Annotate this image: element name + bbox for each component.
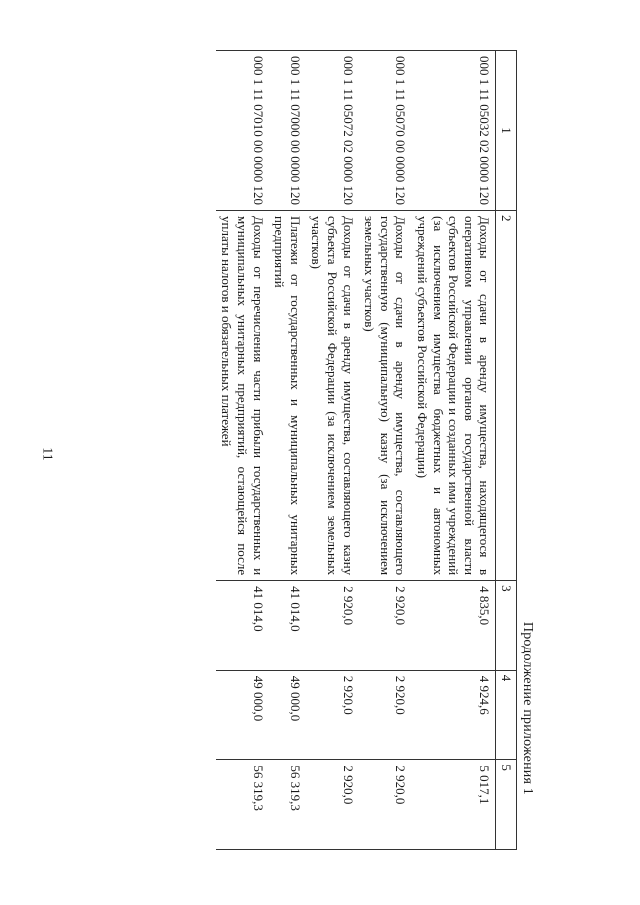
column-header-4: 4 xyxy=(496,670,517,760)
row-code: 000 1 11 05032 02 0000 120 xyxy=(411,51,495,211)
row-value-col4: 2 920,0 xyxy=(306,670,359,760)
row-value-col3: 2 920,0 xyxy=(359,581,412,671)
table-row xyxy=(306,51,359,850)
row-value-col5: 5 017,1 xyxy=(411,760,495,850)
row-value-col4: 49 000,0 xyxy=(269,670,306,760)
column-header-2: 2 xyxy=(496,211,517,581)
table-row xyxy=(269,51,306,850)
rotated-sheet xyxy=(95,50,535,850)
row-value-col4: 4 924,6 xyxy=(411,670,495,760)
row-value-col3: 2 920,0 xyxy=(306,581,359,671)
column-header-3: 3 xyxy=(496,581,517,671)
revenue-table xyxy=(216,50,517,850)
column-header-1: 1 xyxy=(496,51,517,211)
row-value-col4: 49 000,0 xyxy=(216,670,269,760)
column-header-5: 5 xyxy=(496,760,517,850)
table-row xyxy=(359,51,412,850)
row-value-col5: 56 319,3 xyxy=(216,760,269,850)
row-name: Платежи от государственных и муниципальных унитарных предприятий xyxy=(269,211,306,581)
row-code: 000 1 11 05072 02 0000 120 xyxy=(306,51,359,211)
row-value-col5: 2 920,0 xyxy=(359,760,412,850)
continuation-label: Продолжение приложения 1 xyxy=(520,621,535,795)
row-value-col5: 2 920,0 xyxy=(306,760,359,850)
table-row xyxy=(216,51,269,850)
row-name: Доходы от сдачи в аренду имущества, находящегося в оперативном управлении органов государственной власти субъектов Российской Федерации и созданных ими учреждений (за исключением имущества бюджетных и автономных учреждений субъектов Российской Федерации) xyxy=(411,211,495,581)
page-number: 11 xyxy=(39,447,55,461)
row-name: Доходы от сдачи в аренду имущества, составляющего казну субъекта Российской Федерации (за исключением земельных участков) xyxy=(306,211,359,581)
table-row xyxy=(411,51,495,850)
table-header-row xyxy=(496,51,517,850)
row-value-col4: 2 920,0 xyxy=(359,670,412,760)
row-value-col3: 4 835,0 xyxy=(411,581,495,671)
row-value-col5: 56 319,3 xyxy=(269,760,306,850)
row-name: Доходы от сдачи в аренду имущества, составляющего государственную (муниципальную) казну (за исключением земельных участков) xyxy=(359,211,412,581)
row-name: Доходы от перечисления части прибыли государственных и муниципальных унитарных предприятий, остающейся после уплаты налогов и обязательных платежей xyxy=(216,211,269,581)
row-code: 000 1 11 07010 00 0000 120 xyxy=(216,51,269,211)
row-code: 000 1 11 07000 00 0000 120 xyxy=(269,51,306,211)
row-value-col3: 41 014,0 xyxy=(216,581,269,671)
row-value-col3: 41 014,0 xyxy=(269,581,306,671)
row-code: 000 1 11 05070 00 0000 120 xyxy=(359,51,412,211)
